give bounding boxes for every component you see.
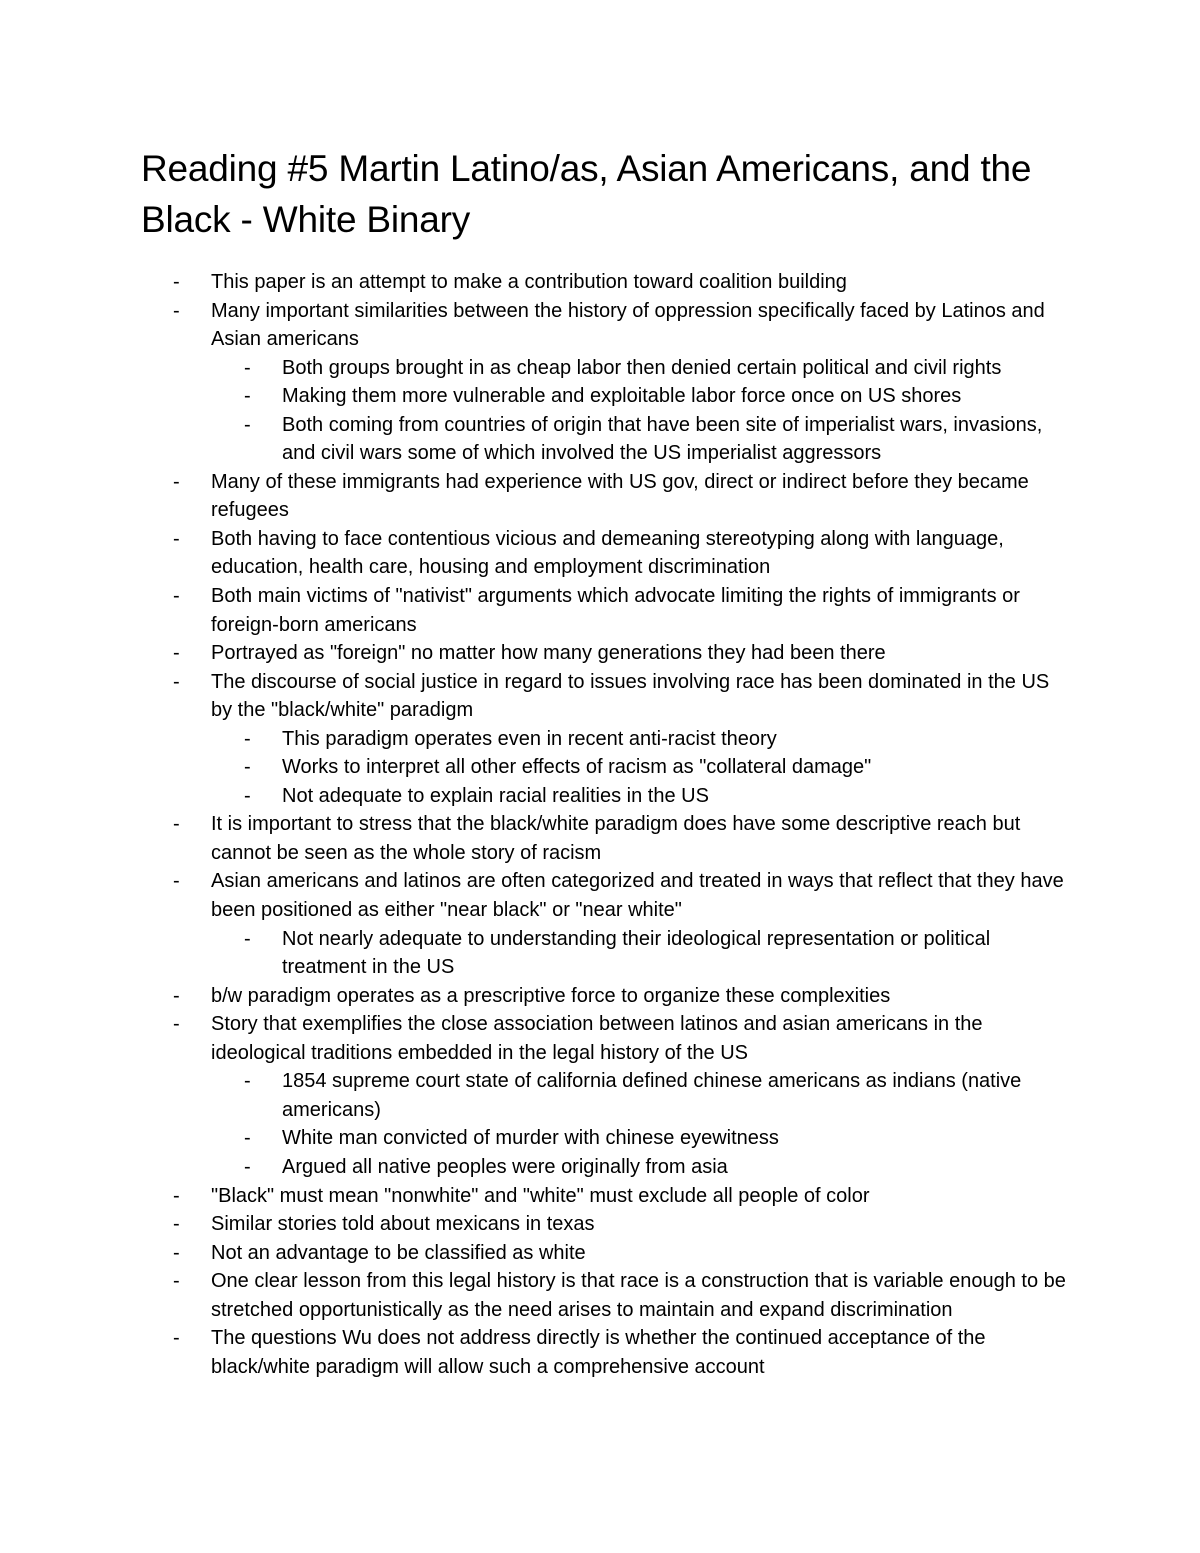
bullet-marker: - bbox=[244, 756, 251, 779]
document-title: Reading #5 Martin Latino/as, Asian Americans, and the Black - White Binary bbox=[141, 148, 1032, 240]
list-item-text: Making them more vulnerable and exploitable labor force once on US shores bbox=[282, 385, 962, 408]
list-item-text: Not an advantage to be classified as white bbox=[211, 1241, 586, 1264]
bullet-marker: - bbox=[244, 727, 251, 750]
bullet-marker: - bbox=[173, 642, 180, 665]
list-item bbox=[0, 525, 1071, 582]
list-item bbox=[0, 297, 1071, 354]
list-item-text: Portrayed as "foreign" no matter how many generations they had been there bbox=[211, 642, 886, 665]
list-item-text: Argued all native peoples were originally from asia bbox=[282, 1155, 728, 1178]
list-item bbox=[0, 867, 1071, 924]
bullet-marker: - bbox=[244, 1155, 251, 1178]
bullet-marker: - bbox=[244, 413, 251, 436]
list-item bbox=[0, 982, 1071, 1011]
bullet-marker: - bbox=[244, 356, 251, 379]
list-item bbox=[0, 268, 1071, 297]
list-item bbox=[0, 1182, 1071, 1211]
sub-list-item bbox=[0, 753, 1072, 782]
sub-list-item bbox=[0, 354, 1072, 383]
list-item-text: The questions Wu does not address directly is whether the continued acceptance of the black/white paradigm will allow such a comprehensive account bbox=[211, 1327, 986, 1378]
sub-list-item bbox=[0, 1153, 1072, 1182]
bullet-marker: - bbox=[173, 1327, 180, 1350]
list-item bbox=[0, 639, 1071, 668]
sub-list-item bbox=[0, 411, 1072, 468]
list-item-text: One clear lesson from this legal history is that race is a construction that is variable enough to be stretched opportunistically as the need arises to maintain and expand discrimination bbox=[211, 1270, 1066, 1321]
list-item bbox=[0, 1239, 1071, 1268]
bullet-marker: - bbox=[173, 585, 180, 608]
list-item-text: Story that exemplifies the close association between latinos and asian americans in the ideological traditions embedded in the legal history of the US bbox=[211, 1013, 983, 1064]
bullet-marker: - bbox=[173, 1184, 180, 1207]
bullet-marker: - bbox=[173, 870, 180, 893]
bullet-marker: - bbox=[244, 1127, 251, 1150]
list-item bbox=[0, 1210, 1071, 1239]
list-item-text: Both coming from countries of origin that have been site of imperialist wars, invasions, and civil wars some of which involved the US imperialist aggressors bbox=[282, 413, 1043, 465]
sub-list-item bbox=[0, 382, 1072, 411]
list-item-text: The discourse of social justice in regard to issues involving race has been dominated in the US by the "black/white" paradigm bbox=[211, 670, 1050, 722]
list-item-text: b/w paradigm operates as a prescriptive force to organize these complexities bbox=[211, 984, 891, 1007]
list-item-text: "Black" must mean "nonwhite" and "white" must exclude all people of color bbox=[211, 1184, 870, 1207]
sub-list-item bbox=[0, 925, 1072, 982]
list-item bbox=[0, 1010, 1071, 1067]
sub-list-item bbox=[0, 1124, 1072, 1153]
bullet-marker: - bbox=[173, 1241, 180, 1264]
list-item bbox=[0, 468, 1071, 525]
bullet-marker: - bbox=[244, 385, 251, 408]
sub-list-item bbox=[0, 725, 1072, 754]
sub-list-item bbox=[0, 782, 1072, 811]
list-item-text: Asian americans and latinos are often categorized and treated in ways that reflect that they have been positioned as either "near black" or "near white" bbox=[211, 870, 1064, 922]
bullet-marker: - bbox=[173, 1013, 180, 1036]
list-item-text: White man convicted of murder with chinese eyewitness bbox=[282, 1127, 779, 1150]
list-item-text: Similar stories told about mexicans in texas bbox=[211, 1213, 595, 1236]
list-item-text: This paper is an attempt to make a contribution toward coalition building bbox=[211, 271, 847, 293]
list-item bbox=[0, 810, 1071, 867]
bullet-marker: - bbox=[173, 527, 180, 550]
list-item-text: Not nearly adequate to understanding their ideological representation or political treatment in the US bbox=[282, 927, 991, 979]
list-item bbox=[0, 1324, 1071, 1381]
list-item bbox=[0, 668, 1071, 725]
bullet-marker: - bbox=[173, 670, 180, 693]
bullet-marker: - bbox=[244, 1070, 251, 1093]
list-item-text: Works to interpret all other effects of racism as "collateral damage" bbox=[282, 756, 872, 779]
list-item-text: 1854 supreme court state of california defined chinese americans as indians (native americans) bbox=[282, 1070, 1022, 1121]
bullet-marker: - bbox=[173, 813, 180, 836]
list-item-text: This paradigm operates even in recent anti-racist theory bbox=[282, 727, 777, 750]
list-item bbox=[0, 582, 1071, 639]
bullet-marker: - bbox=[244, 784, 251, 807]
list-item-text: Many of these immigrants had experience with US gov, direct or indirect before they became refugees bbox=[211, 470, 1029, 522]
sub-list-item bbox=[0, 1067, 1072, 1124]
bullet-marker: - bbox=[173, 299, 180, 322]
list-item-text: It is important to stress that the black/white paradigm does have some descriptive reach but cannot be seen as the whole story of racism bbox=[211, 813, 1021, 864]
list-item-text: Many important similarities between the history of oppression specifically faced by Latinos and Asian americans bbox=[211, 299, 1045, 351]
list-item-text: Both having to face contentious vicious and demeaning stereotyping along with language, education, health care, housing and employment discrimination bbox=[211, 527, 1004, 579]
bullet-marker: - bbox=[173, 271, 180, 293]
bullet-marker: - bbox=[173, 984, 180, 1007]
bullet-marker: - bbox=[173, 1270, 180, 1293]
list-item-text: Both main victims of "nativist" arguments which advocate limiting the rights of immigrants or foreign-born americans bbox=[211, 585, 1020, 636]
bullet-marker: - bbox=[173, 470, 180, 493]
list-item bbox=[0, 1267, 1071, 1324]
bullet-marker: - bbox=[173, 1213, 180, 1236]
bullet-list bbox=[0, 268, 1200, 1381]
bullet-marker: - bbox=[244, 927, 251, 950]
list-item-text: Not adequate to explain racial realities in the US bbox=[282, 784, 709, 807]
list-item-text: Both groups brought in as cheap labor then denied certain political and civil rights bbox=[282, 356, 1002, 379]
